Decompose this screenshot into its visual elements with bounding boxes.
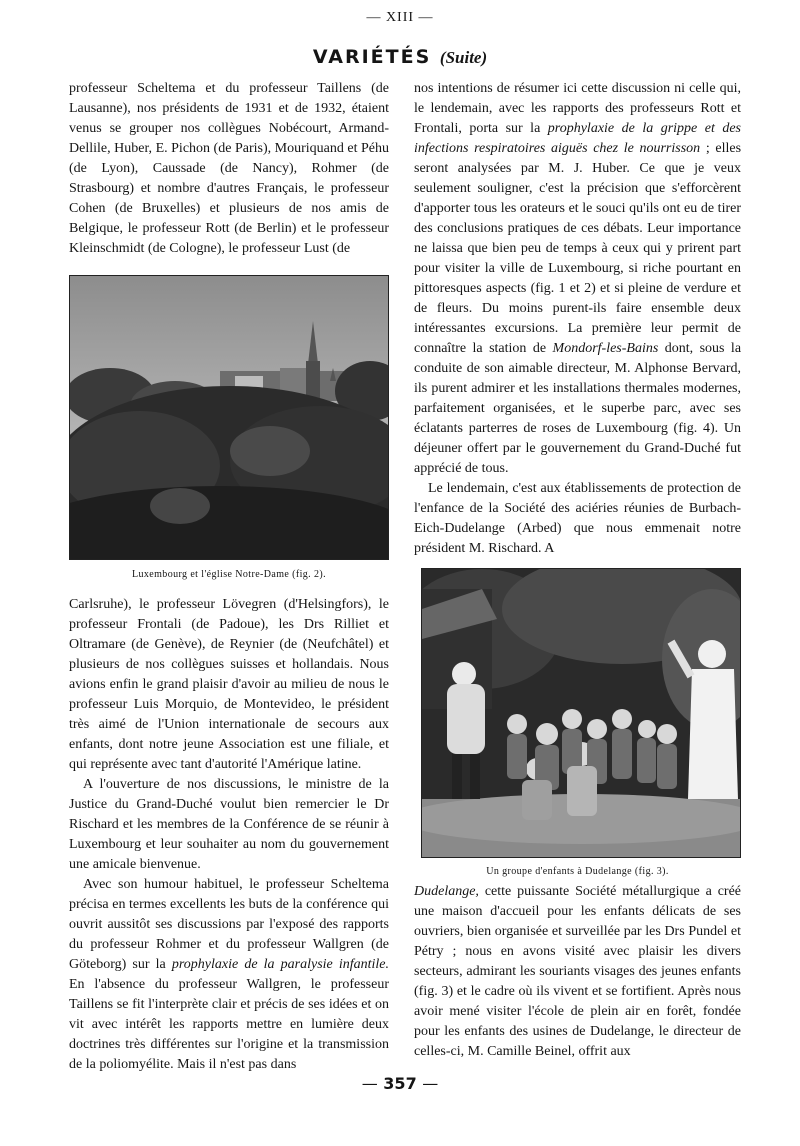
- left-paragraph-3: [69, 875, 389, 1075]
- left-paragraph-2: A l'ouverture de nos discussions, le ministre de la Justice du Grand-Duché voulut bien remercier le Dr Rischard et les membres de la Conférence de se réunir à Luxembourg et leur souhaiter au nom du gouvernement une amicale bienvenue.: [69, 777, 389, 872]
- right-paragraph-1-italic: prophylaxie de la grippe et des infections respiratoires aiguës chez le nourrisson: [414, 121, 741, 156]
- right-paragraph-1: [414, 79, 741, 479]
- page-header: — XIII —: [366, 10, 434, 25]
- section-title: [0, 46, 800, 68]
- right-column-top: [414, 79, 741, 559]
- page-number-dash-right: —: [422, 1074, 439, 1093]
- figure-2-caption: Luxembourg et l'église Notre-Dame (fig. 2).: [131, 569, 327, 580]
- right-paragraph-1-tail: dont, sous la conduite de son aimable directeur, M. Alphonse Bervard, ils purent admirer et les installations thermales modernes, parfaitement organisées, et le superbe parc, avec ses éclatants parterres de roses de Luxembourg (fig. 4). Un déjeuner offert par le gouvernement du Grand-Duché fut apprécié de tous.: [414, 341, 742, 476]
- left-paragraph-3-italic: prophylaxie de la paralysie infantile.: [171, 957, 390, 972]
- section-title-suite: (Suite): [439, 48, 488, 67]
- right-paragraph-3-text: cette puissante Société métallurgique a créé une maison d'accueil pour les enfants délicats de ses ouvriers, bien organisée et surveillée par les Drs Pundel et Pétry ; nous en avons visité avec plaisir les divers secteurs, admirant les souriants visages des jeunes enfants (fig. 3) et le cadre où ils vivent et se fortifient. Après nous avoir mené visiter l'école de plein air en forêt, fondée pour les enfants des usines de Dudelange, le directeur de celles-ci, M. Camille Beinel, offrit aux: [414, 884, 742, 1059]
- page-number-value: 357: [383, 1074, 417, 1093]
- section-title-main: VARIÉTÉS: [312, 46, 432, 68]
- page-number-dash-left: —: [361, 1074, 378, 1093]
- page-number: [0, 1074, 800, 1093]
- figure-3-caption: Un groupe d'enfants à Dudelange (fig. 3).: [486, 866, 669, 877]
- right-paragraph-3: [414, 882, 741, 1062]
- right-paragraph-2: Le lendemain, c'est aux établissements de protection de l'enfance de la Société des aciéries réunies de Burbach-Eich-Dudelange (Arbed) que nous emmenait notre président M. Rischard. A: [414, 481, 741, 556]
- right-column-bottom: [414, 882, 741, 1062]
- left-paragraph-3-end: En l'absence du professeur Wallgren, le professeur Taillens se fit l'interprète clair et précis de ses idées et on vit avec intérêt les rapports mettre en lumière deux doctrines très différentes sur l'origine et la transmission de la poliomyélite. Mais il n'est pas dans: [69, 977, 389, 1072]
- right-paragraph-3-italic: Dudelange,: [414, 884, 479, 899]
- right-paragraph-1-start: nos intentions de résumer ici cette discussion ni celle qui, le lendemain, avec les rapports des professeurs Rott et Frontali, porta sur la: [414, 81, 741, 136]
- left-paragraph-1: professeur Scheltema et du professeur Taillens (de Lausanne), nos présidents de 1931 et de 1932, étaient venus se grouper nos collègues Nobécourt, Armand-Dellile, Huber, E. Pichon (de Paris), Mouriquand et Péhu (de Lyon), Caussade (de Nancy), Rohmer (de Strasbourg) et nombre d'autres Français, le professeur Cohen (de Bruxelles) et plusieurs de nos amis de Belgique, le professeur Rott (de Berlin) et le professeur Kleinschmidt (de Cologne), le professeur Lust (de: [69, 81, 389, 256]
- luxembourg-photo-illustration: [70, 276, 388, 559]
- right-paragraph-1-end: ; elles seront analysées par M. J. Huber. Ce que je veux seulement souligner, c'est la précision que s'efforcèrent d'apporter tous les orateurs et le souci qu'ils ont eu de tirer des conclusions pratiques de ces débats. Leur importance ne laissa que bien peu de temps à ceux qui y prirent part pour visiter la ville de Luxembourg, si riche pourtant en pittoresques aspects (fig. 1 et 2) et si pleine de verdure et de fleurs. Du moins purent-ils faire ensemble deux intéressantes excursions. La première leur permit de connaître la station de: [414, 141, 742, 356]
- dudelange-photo-illustration: [422, 569, 740, 857]
- left-paragraph-1-continued: Carlsruhe), le professeur Lövegren (d'Helsingfors), le professeur Frontali (de Padoue), les Drs Rilliet et Oltramare (de Genève), de Reynier (de (Neufchâtel) et plusieurs de nos collègues suisses et hollandais. Nous avions enfin le grand plaisir d'avoir au milieu de nous le professeur Luis Morquio, de Montevideo, le président très aimé de l'Union internationale de secours aux enfants, dont notre jeune Association est une filiale, et qui représente avec tant d'autorité l'Amérique latine.: [69, 597, 389, 772]
- left-paragraph-3-start: Avec son humour habituel, le professeur Scheltema précisa en termes excellents les buts de la conférence qui ouvrit aussitôt ses discussions par l'exposé des rapports du professeur Rohmer et du professeur Wallgren (de Göteborg) sur la: [69, 877, 389, 972]
- right-paragraph-1-station: Mondorf-les-Bains: [552, 341, 659, 356]
- photo-luxembourg-notre-dame: [69, 275, 389, 560]
- photo-children-dudelange: [421, 568, 741, 858]
- left-column-bottom: [69, 595, 389, 1075]
- left-column-top: [69, 79, 389, 259]
